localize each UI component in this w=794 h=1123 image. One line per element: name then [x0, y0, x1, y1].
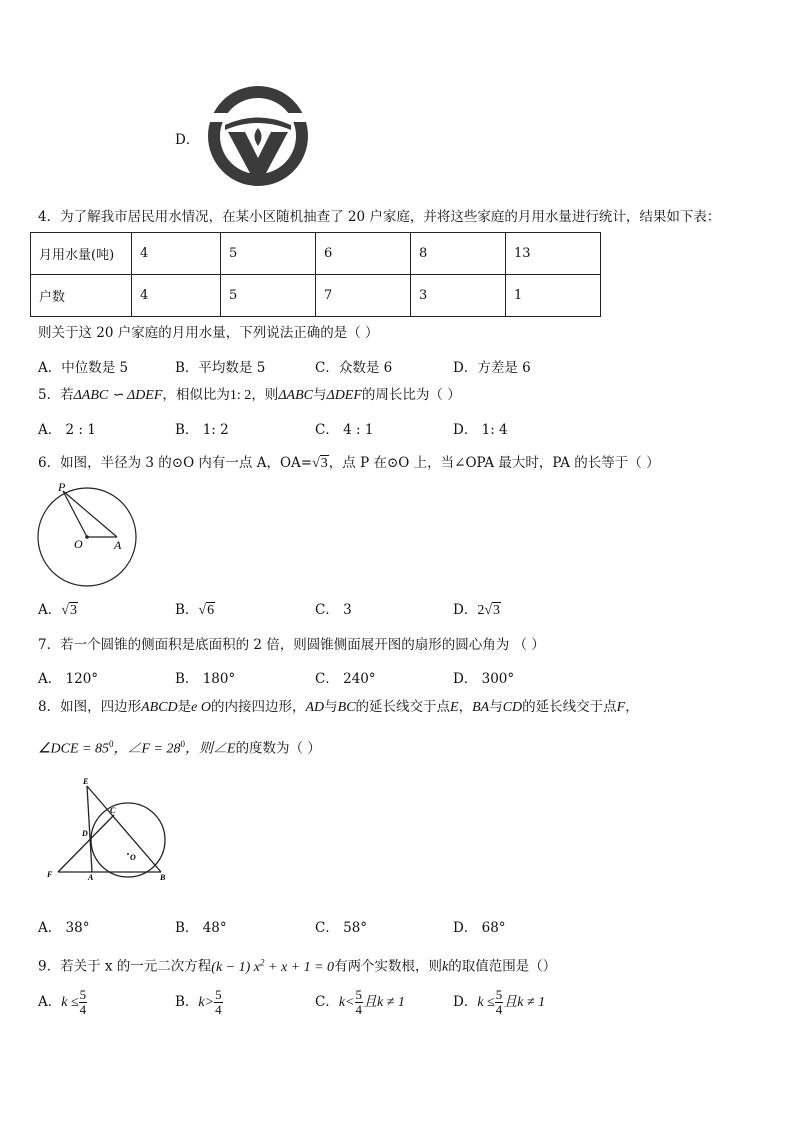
- q5-ratio: 1: 2: [229, 388, 252, 403]
- q5-text: ，则: [251, 387, 279, 403]
- q9-option-d: D．k ≤ $\frac{5}{4}$ 且k ≠ 1: [453, 987, 546, 1017]
- circle-o: [91, 803, 165, 877]
- q5-option-a: A． 2 : 1: [38, 422, 96, 438]
- table-cell: 月用水量(吨): [31, 233, 132, 275]
- q8-option-a: A． 38°: [38, 920, 90, 936]
- q7-option-d: D． 300°: [453, 671, 515, 687]
- emblem-logo-image: [205, 80, 311, 192]
- label-d: D: [82, 829, 88, 838]
- q7-stem: 7．若一个圆锥的侧面积是底面积的 2 倍，则圆锥侧面展开图的扇形的圆心角为 （ ）: [38, 637, 545, 653]
- q3-option-d-label: D．: [175, 132, 200, 148]
- q7-option-a: A． 120°: [38, 671, 99, 687]
- label-o: O: [74, 537, 83, 551]
- q7-option-c: C． 240°: [315, 671, 376, 687]
- q4-stem: 4．为了解我市居民用水情况，在某小区随机抽查了 20 户家庭，并将这些家庭的月用水量进行统计，结果如下表：: [38, 209, 721, 225]
- q9-equation: (k − 1) $x^2 + x + 1 = 0$: [211, 957, 335, 975]
- q9-option-a: A．k ≤ $\frac{5}{4}$: [38, 987, 87, 1017]
- line-ecb: [87, 786, 161, 872]
- q6-option-b: B．√6: [175, 602, 215, 618]
- q5-triangle-abc: ΔABC: [278, 388, 313, 403]
- q5-text: 与: [312, 387, 327, 403]
- q8-stem-line1: 8．如图，四边形ABCD是e O的内接四边形，AD与BC的延长线交于点E，BA与CD的延长线交于点F，: [38, 699, 639, 715]
- table-cell: 6: [316, 233, 411, 275]
- label-a: A: [114, 538, 122, 552]
- table-cell: 3: [411, 275, 506, 317]
- q6-option-c: C． 3: [315, 602, 352, 618]
- q4-option-d: D．方差是 6: [453, 360, 531, 376]
- segment-po: [63, 491, 87, 537]
- label-p: P: [58, 480, 66, 494]
- q5-option-c: C． 4 : 1: [315, 422, 374, 438]
- q5-text: 的周长比为（ ）: [361, 387, 461, 403]
- table-row: [31, 275, 601, 317]
- label-a: A: [88, 873, 94, 882]
- label-e: E: [83, 777, 89, 786]
- center-point-o: [85, 535, 89, 539]
- table-cell: 4: [132, 275, 221, 317]
- q5-text: ，相似比为: [162, 387, 230, 403]
- line-fdc: [58, 815, 114, 872]
- q7-option-b: B． 180°: [175, 671, 236, 687]
- q6-text: ，点 P 在⊙O 上，当∠OPA 最大时，PA 的长等于（ ）: [328, 455, 660, 471]
- q5-triangle-def: ΔDEF: [326, 388, 362, 403]
- table-cell: 13: [506, 233, 601, 275]
- q4-option-b: B．平均数是 5: [175, 360, 266, 376]
- table-cell: 7: [316, 275, 411, 317]
- q8-option-b: B． 48°: [175, 920, 227, 936]
- q8-cyclic-quadrilateral-figure: [40, 772, 175, 884]
- q5-stem: [38, 386, 461, 405]
- table-cell: 8: [411, 233, 506, 275]
- q6-option-d: D．2√3: [453, 602, 501, 618]
- table-cell: 1: [506, 275, 601, 317]
- q9-option-c: C．k< $\frac{5}{4}$ 且k ≠ 1: [315, 987, 405, 1017]
- table-row: [31, 233, 601, 275]
- table-cell: 5: [221, 233, 316, 275]
- q6-stem: [38, 454, 660, 473]
- q4-data-table: [30, 232, 601, 317]
- segment-pa: [63, 491, 117, 537]
- q6-text: 6．如图，半径为 3 的⊙O 内有一点 A，OA=: [38, 455, 313, 471]
- label-f: F: [47, 870, 53, 879]
- q5-option-b: B． 1: 2: [175, 422, 229, 438]
- q5-num: 5．若: [38, 387, 74, 403]
- label-c: C: [110, 806, 116, 815]
- q5-option-d: D． 1: 4: [453, 422, 508, 438]
- label-b: B: [160, 873, 166, 882]
- table-cell: 4: [132, 233, 221, 275]
- q6-sqrt: √3: [312, 456, 328, 471]
- q4-question: 则关于这 20 户家庭的月用水量，下列说法正确的是（ ）: [38, 325, 379, 341]
- q8-stem-line2: ∠DCE = $85^0$，∠F = $28^0$，则∠E的度数为（ ）: [38, 739, 321, 757]
- q4-option-a: A．中位数是 5: [38, 360, 129, 376]
- q6-circle-figure: [34, 480, 144, 590]
- table-cell: 户数: [31, 275, 132, 317]
- q4-option-c: C．众数是 6: [315, 360, 393, 376]
- q8-option-c: C． 58°: [315, 920, 368, 936]
- label-o: O: [130, 853, 136, 862]
- q5-similar-triangles: ΔABC ∽ ΔDEF: [73, 388, 163, 403]
- q9-stem: 9．若关于 x 的一元二次方程(k − 1) $x^2 + x + 1 = 0$有两个实数根，则k的取值范围是（）: [38, 957, 557, 975]
- q8-option-d: D． 68°: [453, 920, 506, 936]
- table-cell: 5: [221, 275, 316, 317]
- q6-option-a: A．√3: [38, 602, 77, 618]
- q9-option-b: B．k> $\frac{5}{4}$: [175, 987, 222, 1017]
